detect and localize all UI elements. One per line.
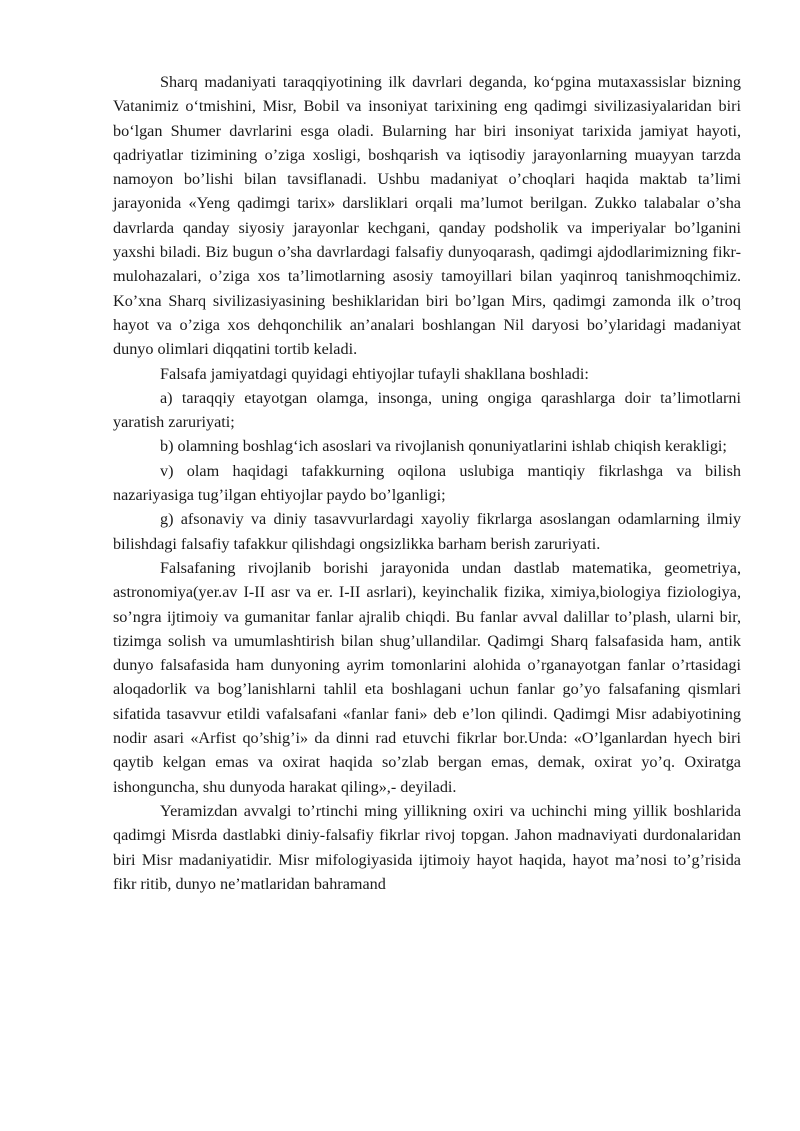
list-item-b: b) olamning boshlag‘ich asoslari va rivojlanish qonuniyatlarini ishlab chiqish kerakligi; [160,437,727,456]
list-item-a: a) taraqqiy etayotgan olamga, insonga, uning ongiga qarashlarga doir ta’limotlarni yaratish zaruriyati; [113,388,741,432]
paragraph-falsafa-ehtiyojlar: Falsafa jamiyatdagi quyidagi ehtiyojlar tufayli shakllana boshladi: [160,364,589,383]
list-item-v: v) olam haqidagi tafakkurning oqilona uslubiga mantiqiy fikrlashga va bilish nazariyasiga tug’ilgan ehtiyojlar paydo bo’lganligi; [113,461,741,505]
paragraph-misr-falsafasi: Yeramizdan avvalgi to’rtinchi ming yillikning oxiri va uchinchi ming yillik boshlarida qadimgi Misrda dastlabki diniy-falsafiy fikrlar rivoj topgan. Jahon madnaviyati durdonalaridan biri Misr madaniyatidir. Misr mifologiyasida ijtimoiy hayot haqida, hayot ma’nosi to’g’risida fikr ritib, dunyo ne’matlaridan bahramand [113,801,741,893]
list-item-g: g) afsonaviy va diniy tasavvurlardagi xayoliy fikrlarga asoslangan odamlarning ilmiy bilishdagi falsafiy tafakkur qilishdagi ongsizlikka barham berish zaruriyati. [113,510,741,553]
paragraph-falsafaning-rivojlanishi: Falsafaning rivojlanib borishi jarayonida undan dastlab matematika, geometriya, astronomiya(yer.av I-II asr va er. I-II asrlari), keyinchalik fizika, ximiya,biologiya fiziologiya, so’ngra ijtimoiy va gumanitar fanlar ajralib chiqdi. Bu fanlar avval dalillar to’plash, ularni bir, tizimga solish va umumlashtirish bilan shug’ullandilar. Qadimgi Sharq falsafasida ham, antik dunyo falsafasida ham dunyoning ayrim tomonlarini alohida o’rganayotgan fanlar o’rtasidagi aloqadorlik va bog’lanishlarni tahlil eta boshlagani uchun fanlar go’yo falsafaning qismlari sifatida tasavvur etildi vafalsafani «fanlar fani» deb e’lon qilindi. Qadimgi Misr adabiyotining nodir asari «Arfist qo’shig’i» da dinni rad etuvchi fikrlar bor.Unda: «O’lganlardan hyech biri qaytib kelgan emas va oxirat haqida so’zlab bergan emas, demak, oxirat yo’q. Oxiratga ishonguncha, shu dunyoda harakat qiling»,- deyiladi. [113,558,741,796]
paragraph-sharq-madaniyati: Sharq madaniyati taraqqiyotining ilk davrlari deganda, ko‘pgina mutaxassislar bizning Vatanimiz o‘tmishini, Misr, Bobil va insoniyat tarixining eng qadimgi sivilizasiyalaridan biri bo‘lgan Shumer davrlarini esga oladi. Bularning har biri insoniyat tarixida jamiyat hayoti, qadriyatlar tizimining o’ziga xosligi, boshqarish va iqtisodiy jarayonlarning muayyan tarzda namoyon bo’lishi bilan tavsiflanadi. Ushbu madaniyat o’choqlari haqida maktab ta’limi jarayonida «Yeng qadimgi tarix» darsliklari orqali ma’lumot berilgan. Zukko talabalar o’sha davrlarda qanday siyosiy jarayonlar kechgani, qanday podsholik va imperiyalar bo’lganini yaxshi biladi. Biz bugun o’sha davrlardagi falsafiy dunyoqarash, qadimgi ajdodlarimizning fikr-mulohazalari, o’ziga xos ta’limotlarning asosiy tamoyillari bilan yaqinroq tanishmoqchimiz. Ko’xna Sharq sivilizasiyasining beshiklaridan biri bo’lgan Mirs, qadimgi zamonda ilk o’troq hayot va o’ziga xos dehqonchilik an’analari boshlangan Nil daryosi bo’ylaridagi madaniyat dunyo olimlari diqqatini tortib keladi. [113,73,741,359]
document-page [113,70,741,896]
